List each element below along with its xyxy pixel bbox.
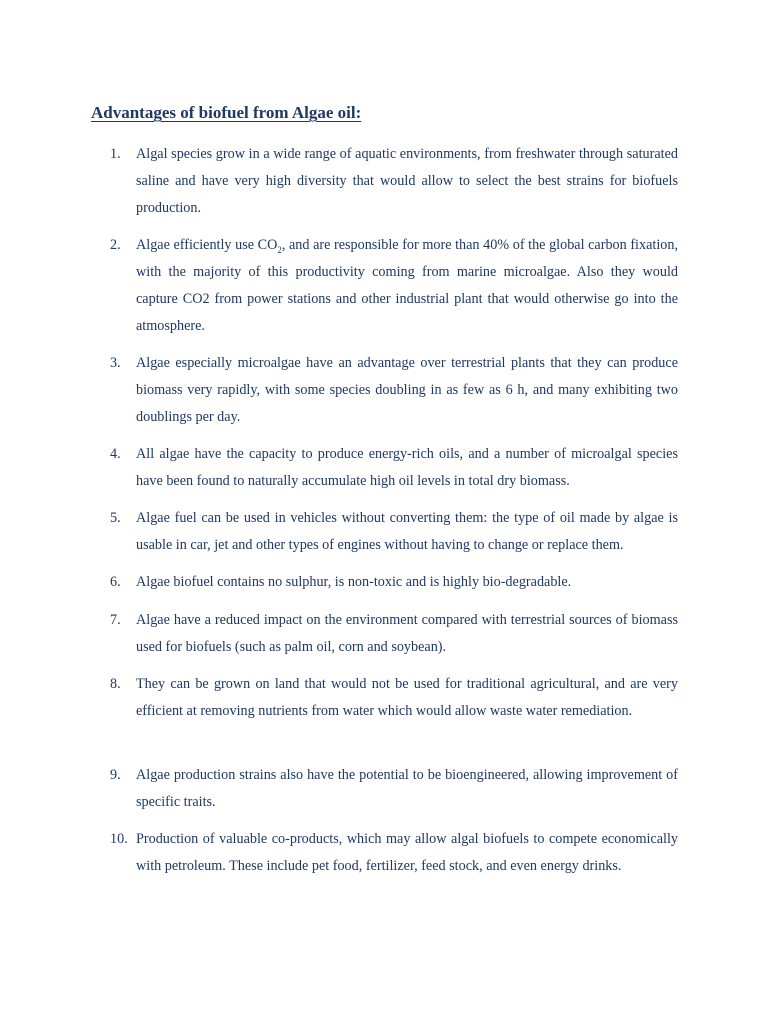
list-item-number: 8. xyxy=(110,676,121,692)
list-item-text: They can be grown on land that would not be used for traditional agricultural, and are very efficient at removing nutrients from water which would allow waste water remediation. xyxy=(136,676,678,719)
list-item-number: 9. xyxy=(110,767,121,783)
list-item-text: Production of valuable co-products, which may allow algal biofuels to compete economically with petroleum. These include pet food, fertilizer, feed stock, and even energy drinks. xyxy=(136,831,678,874)
list-item-number: 2. xyxy=(110,237,121,253)
list-item-text: Algae biofuel contains no sulphur, is non-toxic and is highly bio-degradable. xyxy=(136,574,572,590)
list-item-text: Algae fuel can be used in vehicles without converting them: the type of oil made by algae is usable in car, jet and other types of engines without having to change or replace them. xyxy=(136,510,678,553)
list-item-text-rest: , and are responsible for more than 40% of the global carbon fixation, with the majority of this productivity coming from marine microalgae. Also they would capture CO2 from power stations and other industrial plant that would otherwise go into the atmosphere. xyxy=(136,237,679,334)
list-item-number: 1. xyxy=(110,146,121,162)
list-item xyxy=(110,607,678,661)
list-item-text: Algal species grow in a wide range of aquatic environments, from freshwater through saturated saline and have very high diversity that would allow to select the best strains for biofuels production. xyxy=(136,146,678,216)
list-item xyxy=(110,441,678,495)
document-title: Advantages of biofuel from Algae oil: xyxy=(91,103,362,122)
list-item xyxy=(110,350,678,431)
list-item-text: Algae especially microalgae have an advantage over terrestrial plants that they can produce biomass very rapidly, with some species doubling in as few as 6 h, and many exhibiting two doublings per day. xyxy=(136,355,678,425)
list-item-number: 4. xyxy=(110,446,121,462)
list-item-number: 6. xyxy=(110,574,121,590)
list-item xyxy=(110,569,678,596)
list-item xyxy=(110,141,678,222)
list-item xyxy=(110,762,678,816)
list-item-text xyxy=(136,232,678,340)
list-item-number: 5. xyxy=(110,510,121,526)
list-item xyxy=(110,232,678,340)
list-item-text: All algae have the capacity to produce energy-rich oils, and a number of microalgal species have been found to naturally accumulate high oil levels in total dry biomass. xyxy=(136,446,678,489)
list-item-text-start: Algae efficiently use CO xyxy=(136,237,278,253)
subscript: 2 xyxy=(277,244,282,255)
list-item-number: 3. xyxy=(110,355,121,371)
list-item xyxy=(110,826,678,880)
list-item-number: 7. xyxy=(110,612,121,628)
list-item-text: Algae have a reduced impact on the environment compared with terrestrial sources of biomass used for biofuels (such as palm oil, corn and soybean). xyxy=(136,612,678,655)
list-item-text: Algae production strains also have the potential to be bioengineered, allowing improvement of specific traits. xyxy=(136,767,678,810)
list-item-number: 10. xyxy=(110,831,128,847)
list-item xyxy=(110,671,678,725)
list-item xyxy=(110,505,678,559)
